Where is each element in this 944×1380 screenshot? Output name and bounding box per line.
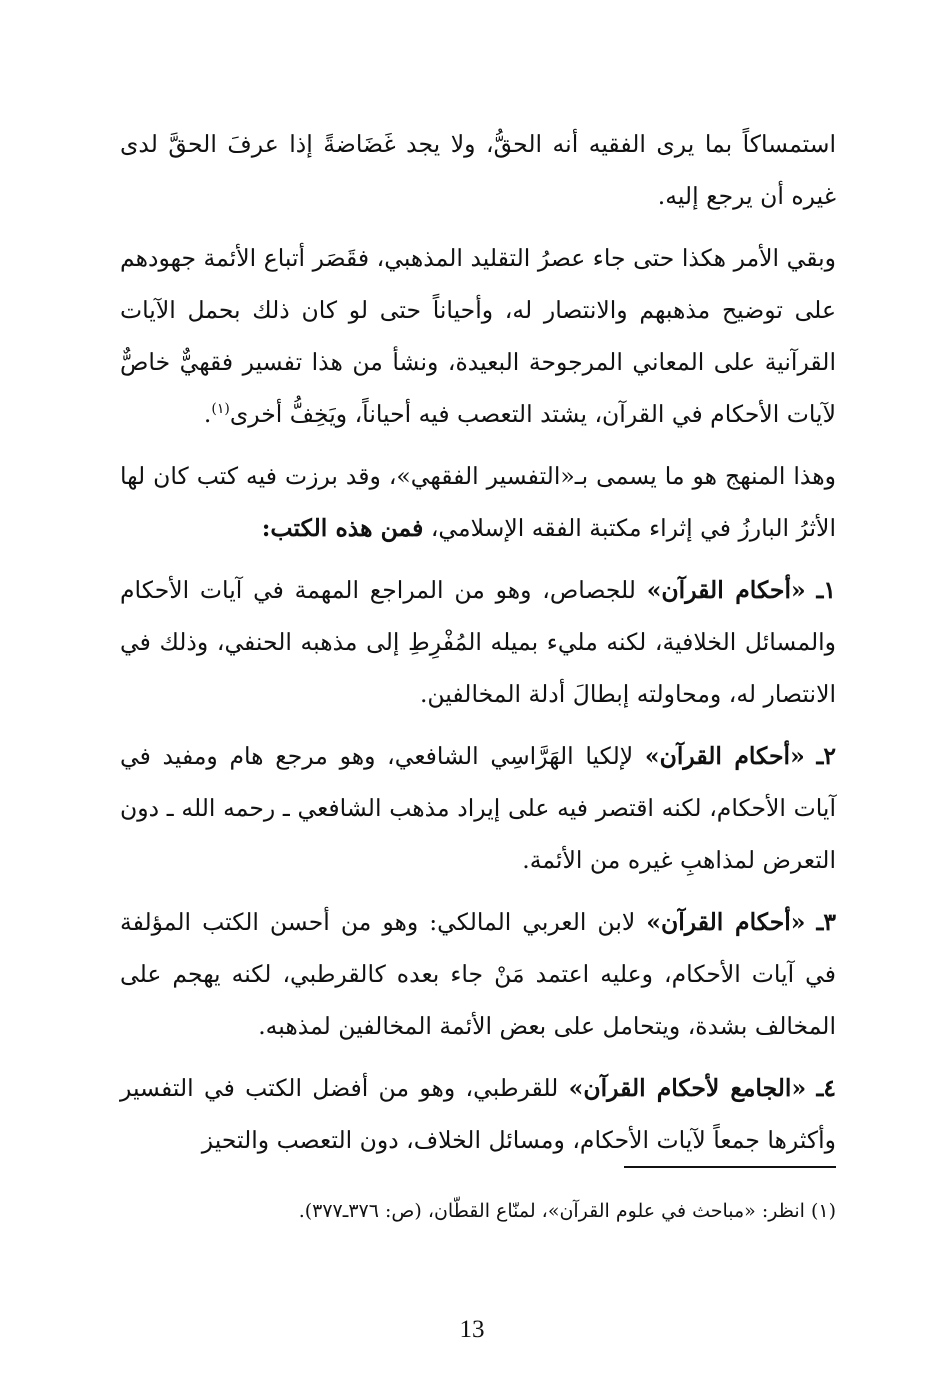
list-item-3-title: «أحكام القرآن»	[646, 908, 806, 936]
list-item-4-title: «الجامع لأحكام القرآن»	[568, 1074, 807, 1102]
list-item-2-text: لإلكيا الهَرَّاسِي الشافعي، وهو مرجع هام ومفيد في آيات الأحكام، لكنه اقتصر فيه على إيراد مذهب الشافعي ـ رحمه الله ـ دون التعرض لمذاهبِ غيره من الأئمة.	[120, 742, 836, 874]
list-item-1	[120, 564, 836, 720]
list-item-1-number: ١ـ	[816, 576, 836, 604]
paragraph-2	[120, 232, 836, 440]
list-item-1-title: «أحكام القرآن»	[646, 576, 806, 604]
footnote-text: انظر: «مباحث في علوم القرآن»، لمنّاع القطّان، (ص: ٣٧٦ـ٣٧٧).	[298, 1200, 805, 1222]
paragraph-1	[120, 118, 836, 222]
footnote	[120, 1194, 836, 1228]
paragraph-3	[120, 450, 836, 554]
list-item-3-text: لابن العربي المالكي: وهو من أحسن الكتب المؤلفة في آيات الأحكام، وعليه اعتمد مَنْ جاء بعده كالقرطبي، لكنه يهجم على المخالف بشدة، ويتحامل على بعض الأئمة المخالفين لمذهبه.	[120, 908, 836, 1040]
page-body	[120, 118, 836, 1166]
paragraph-3-bold: فمن هذه الكتب:	[261, 514, 424, 542]
list-item-3	[120, 896, 836, 1052]
paragraph-2-text: وبقي الأمر هكذا حتى جاء عصرُ التقليد المذهبي، فقَصَر أتباع الأئمة جهودهم على توضيح مذهبهم والانتصار له، وأحياناً حتى لو كان ذلك بحمل الآيات القرآنية على المعاني المرجوحة البعيدة، ونشأ من هذا تفسير فقهيٌّ خاصٌّ لآيات الأحكام في القرآن، يشتد التعصب فيه أحياناً، ويَخِفُّ أخرى	[120, 244, 836, 428]
footnote-separator	[624, 1166, 836, 1168]
page-number: 13	[459, 1316, 485, 1343]
list-item-4	[120, 1062, 836, 1166]
footnote-reference[interactable]: (١)	[211, 401, 230, 418]
list-item-2	[120, 730, 836, 886]
paragraph-3-text: وهذا المنهج هو ما يسمى بـ«التفسير الفقهي»، وقد برزت فيه كتب كان لها الأثرُ البارزُ في إثراء مكتبة الفقه الإسلامي،	[120, 462, 836, 542]
paragraph-1-text: استمساكاً بما يرى الفقيه أنه الحقُّ، ولا يجد غَضَاضةً إذا عرفَ الحقَّ لدى غيره أن يرجع إليه.	[120, 130, 836, 210]
list-item-2-title: «أحكام القرآن»	[644, 742, 805, 770]
paragraph-2-end: .	[203, 400, 212, 428]
footnote-number: (١)	[810, 1200, 836, 1222]
list-item-4-text: للقرطبي، وهو من أفضل الكتب في التفسير وأكثرها جمعاً لآيات الأحكام، ومسائل الخلاف، دون التعصب والتحيز	[120, 1074, 836, 1154]
list-item-2-number: ٢ـ	[816, 742, 836, 770]
list-item-3-number: ٣ـ	[816, 908, 836, 936]
list-item-1-text: للجصاص، وهو من المراجع المهمة في آيات الأحكام والمسائل الخلافية، لكنه مليء بميله المُفْرِطِ إلى مذهبه الحنفي، وذلك في الانتصار له، ومحاولته إبطالَ أدلة المخالفين.	[120, 576, 836, 708]
list-item-4-number: ٤ـ	[816, 1074, 836, 1102]
